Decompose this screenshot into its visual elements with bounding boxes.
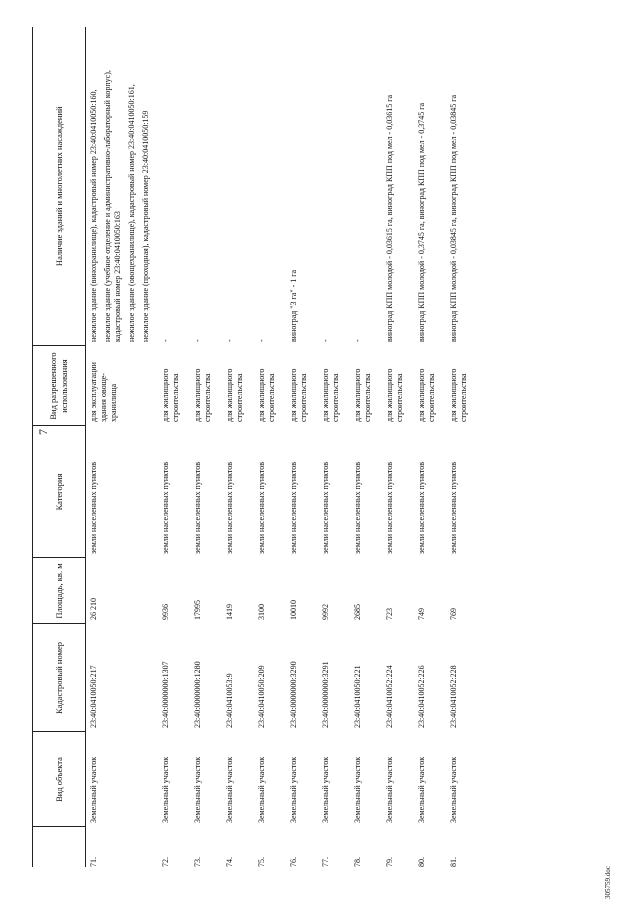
row-number: 79.	[385, 857, 394, 867]
area-cell: 17995	[193, 600, 202, 620]
buildings-cell	[414, 27, 446, 346]
area-cell: 26 210	[89, 598, 98, 620]
area-cell: 9992	[321, 604, 330, 620]
cadastral-number-cell: 23:40:0410053:9	[225, 673, 234, 728]
buildings-cell	[286, 27, 318, 346]
buildings-cell	[318, 27, 350, 346]
building-note: виноград КПП молодой - 0,03615 га, виноград КПП под мел - 0,03615 га	[385, 94, 394, 342]
buildings-cell	[190, 27, 222, 346]
cadastral-number-cell: 23:40:0000000:3290	[289, 661, 298, 728]
category-cell: земли населенных пунктов	[385, 461, 394, 554]
area-cell: 1419	[225, 604, 234, 620]
building-note: -	[225, 339, 234, 342]
cadastral-number-cell: 23:40:0000000:3291	[321, 661, 330, 728]
page-number: 7	[36, 429, 50, 435]
object-type-cell: Земельный участок	[449, 756, 458, 823]
category-cell: земли населенных пунктов	[449, 461, 458, 554]
permitted-use-cell: для эксплуатации здания овоще-хранилища	[89, 362, 118, 422]
cadastral-number-cell: 23:40:0410050:217	[89, 665, 98, 728]
cadastral-number-cell: 23:40:0410050:221	[353, 665, 362, 728]
object-type-cell: Земельный участок	[417, 756, 426, 823]
buildings-cell	[86, 27, 159, 346]
category-cell: земли населенных пунктов	[161, 461, 170, 554]
buildings-cell	[254, 27, 286, 346]
row-number: 76.	[289, 857, 298, 867]
permitted-use-cell: для жилищного строительства	[161, 368, 180, 422]
permitted-use-cell: для жилищного строительства	[353, 368, 372, 422]
category-cell: земли населенных пунктов	[257, 461, 266, 554]
table-row	[382, 27, 414, 867]
row-number: 80.	[417, 857, 426, 867]
land-plots-table	[32, 27, 478, 867]
permitted-use-cell: для жилищного строительства	[193, 368, 212, 422]
header-object-type: Вид объекта	[33, 732, 86, 827]
row-number: 81.	[449, 857, 458, 867]
row-number: 78.	[353, 857, 362, 867]
table-row	[158, 27, 190, 867]
table-row	[446, 27, 478, 867]
table-row	[86, 27, 159, 867]
row-number: 73.	[193, 857, 202, 867]
row-number: 71.	[89, 857, 98, 867]
object-type-cell: Земельный участок	[353, 756, 362, 823]
building-note: -	[257, 339, 266, 342]
buildings-cell	[382, 27, 414, 346]
object-type-cell: Земельный участок	[385, 756, 394, 823]
buildings-cell	[158, 27, 190, 346]
table-row	[254, 27, 286, 867]
table-row	[318, 27, 350, 867]
area-cell: 769	[449, 608, 458, 620]
building-note: нежилое здание (овощехранилище), кадастровый номер 23:40:0410050:161,	[127, 84, 136, 342]
table-row	[286, 27, 318, 867]
category-cell: земли населенных пунктов	[321, 461, 330, 554]
object-type-cell: Земельный участок	[161, 756, 170, 823]
object-type-cell: Земельный участок	[289, 756, 298, 823]
building-note: -	[193, 339, 202, 342]
cadastral-number-cell: 23:40:0410050:209	[257, 665, 266, 728]
cadastral-number-cell: 23:40:0410052:228	[449, 665, 458, 728]
object-type-cell: Земельный участок	[257, 756, 266, 823]
category-cell: земли населенных пунктов	[417, 461, 426, 554]
permitted-use-cell: для жилищного строительства	[289, 368, 308, 422]
building-note: нежилое здание (винохранилище), кадастровый номер 23:40:0410050:160,	[89, 89, 98, 342]
header-category: Категория	[33, 426, 86, 558]
table-header-row	[33, 27, 86, 867]
row-number: 75.	[257, 857, 266, 867]
area-cell: 9936	[161, 604, 170, 620]
object-type-cell: Земельный участок	[225, 756, 234, 823]
permitted-use-cell: для жилищного строительства	[225, 368, 244, 422]
building-note: нежилое здание (проходная), кадастровый номер 23:40:0410050:159	[141, 110, 150, 342]
object-type-cell: Земельный участок	[89, 756, 98, 823]
building-note: -	[353, 339, 362, 342]
area-cell: 723	[385, 608, 394, 620]
header-cadastral-number: Кадастровый номер	[33, 624, 86, 732]
building-note: виноград "3 га" - 1 га	[289, 269, 298, 342]
cadastral-number-cell: 23:40:0410052:224	[385, 665, 394, 728]
table-row	[350, 27, 382, 867]
cadastral-number-cell: 23:40:0000000:1307	[161, 661, 170, 728]
buildings-cell	[222, 27, 254, 346]
area-cell: 749	[417, 608, 426, 620]
category-cell: земли населенных пунктов	[193, 461, 202, 554]
header-area: Площадь, кв. м	[33, 558, 86, 624]
permitted-use-cell: для жилищного строительства	[385, 368, 404, 422]
header-num	[33, 827, 86, 867]
category-cell: земли населенных пунктов	[225, 461, 234, 554]
area-cell: 2685	[353, 604, 362, 620]
permitted-use-cell: для жилищного строительства	[321, 368, 340, 422]
area-cell: 10010	[289, 600, 298, 620]
header-buildings-plantings: Наличие зданий и многолетних насаждений	[33, 27, 86, 346]
building-note: виноград КПП молодой - 0,3745 га, виноград КПП под мел - 0,3745 га	[417, 102, 426, 342]
building-note: -	[161, 339, 170, 342]
buildings-cell	[350, 27, 382, 346]
building-note: -	[321, 339, 330, 342]
building-note: виноград КПП молодой - 0,03845 га, виноград КПП под мел - 0,03845 га	[449, 94, 458, 342]
building-note: нежилое здание (учебное отделение и административно-лабораторный корпус), кадастровый номер 23:40:0410050:163	[103, 70, 122, 342]
row-number: 72.	[161, 857, 170, 867]
table-row	[222, 27, 254, 867]
object-type-cell: Земельный участок	[193, 756, 202, 823]
row-number: 74.	[225, 857, 234, 867]
category-cell: земли населенных пунктов	[289, 461, 298, 554]
header-permitted-use: Вид разрешенного использования	[33, 346, 86, 426]
permitted-use-cell: для жилищного строительства	[449, 368, 468, 422]
cadastral-number-cell: 23:40:0410052:226	[417, 665, 426, 728]
category-cell: земли населенных пунктов	[89, 461, 98, 554]
permitted-use-cell: для жилищного строительства	[257, 368, 276, 422]
buildings-cell	[446, 27, 478, 346]
category-cell: земли населенных пунктов	[353, 461, 362, 554]
table-row	[414, 27, 446, 867]
permitted-use-cell: для жилищного строительства	[417, 368, 436, 422]
area-cell: 3100	[257, 604, 266, 620]
object-type-cell: Земельный участок	[321, 756, 330, 823]
table-row	[190, 27, 222, 867]
document-code: 305759.doc	[604, 866, 612, 899]
cadastral-number-cell: 23:40:0000000:1280	[193, 661, 202, 728]
row-number: 77.	[321, 857, 330, 867]
